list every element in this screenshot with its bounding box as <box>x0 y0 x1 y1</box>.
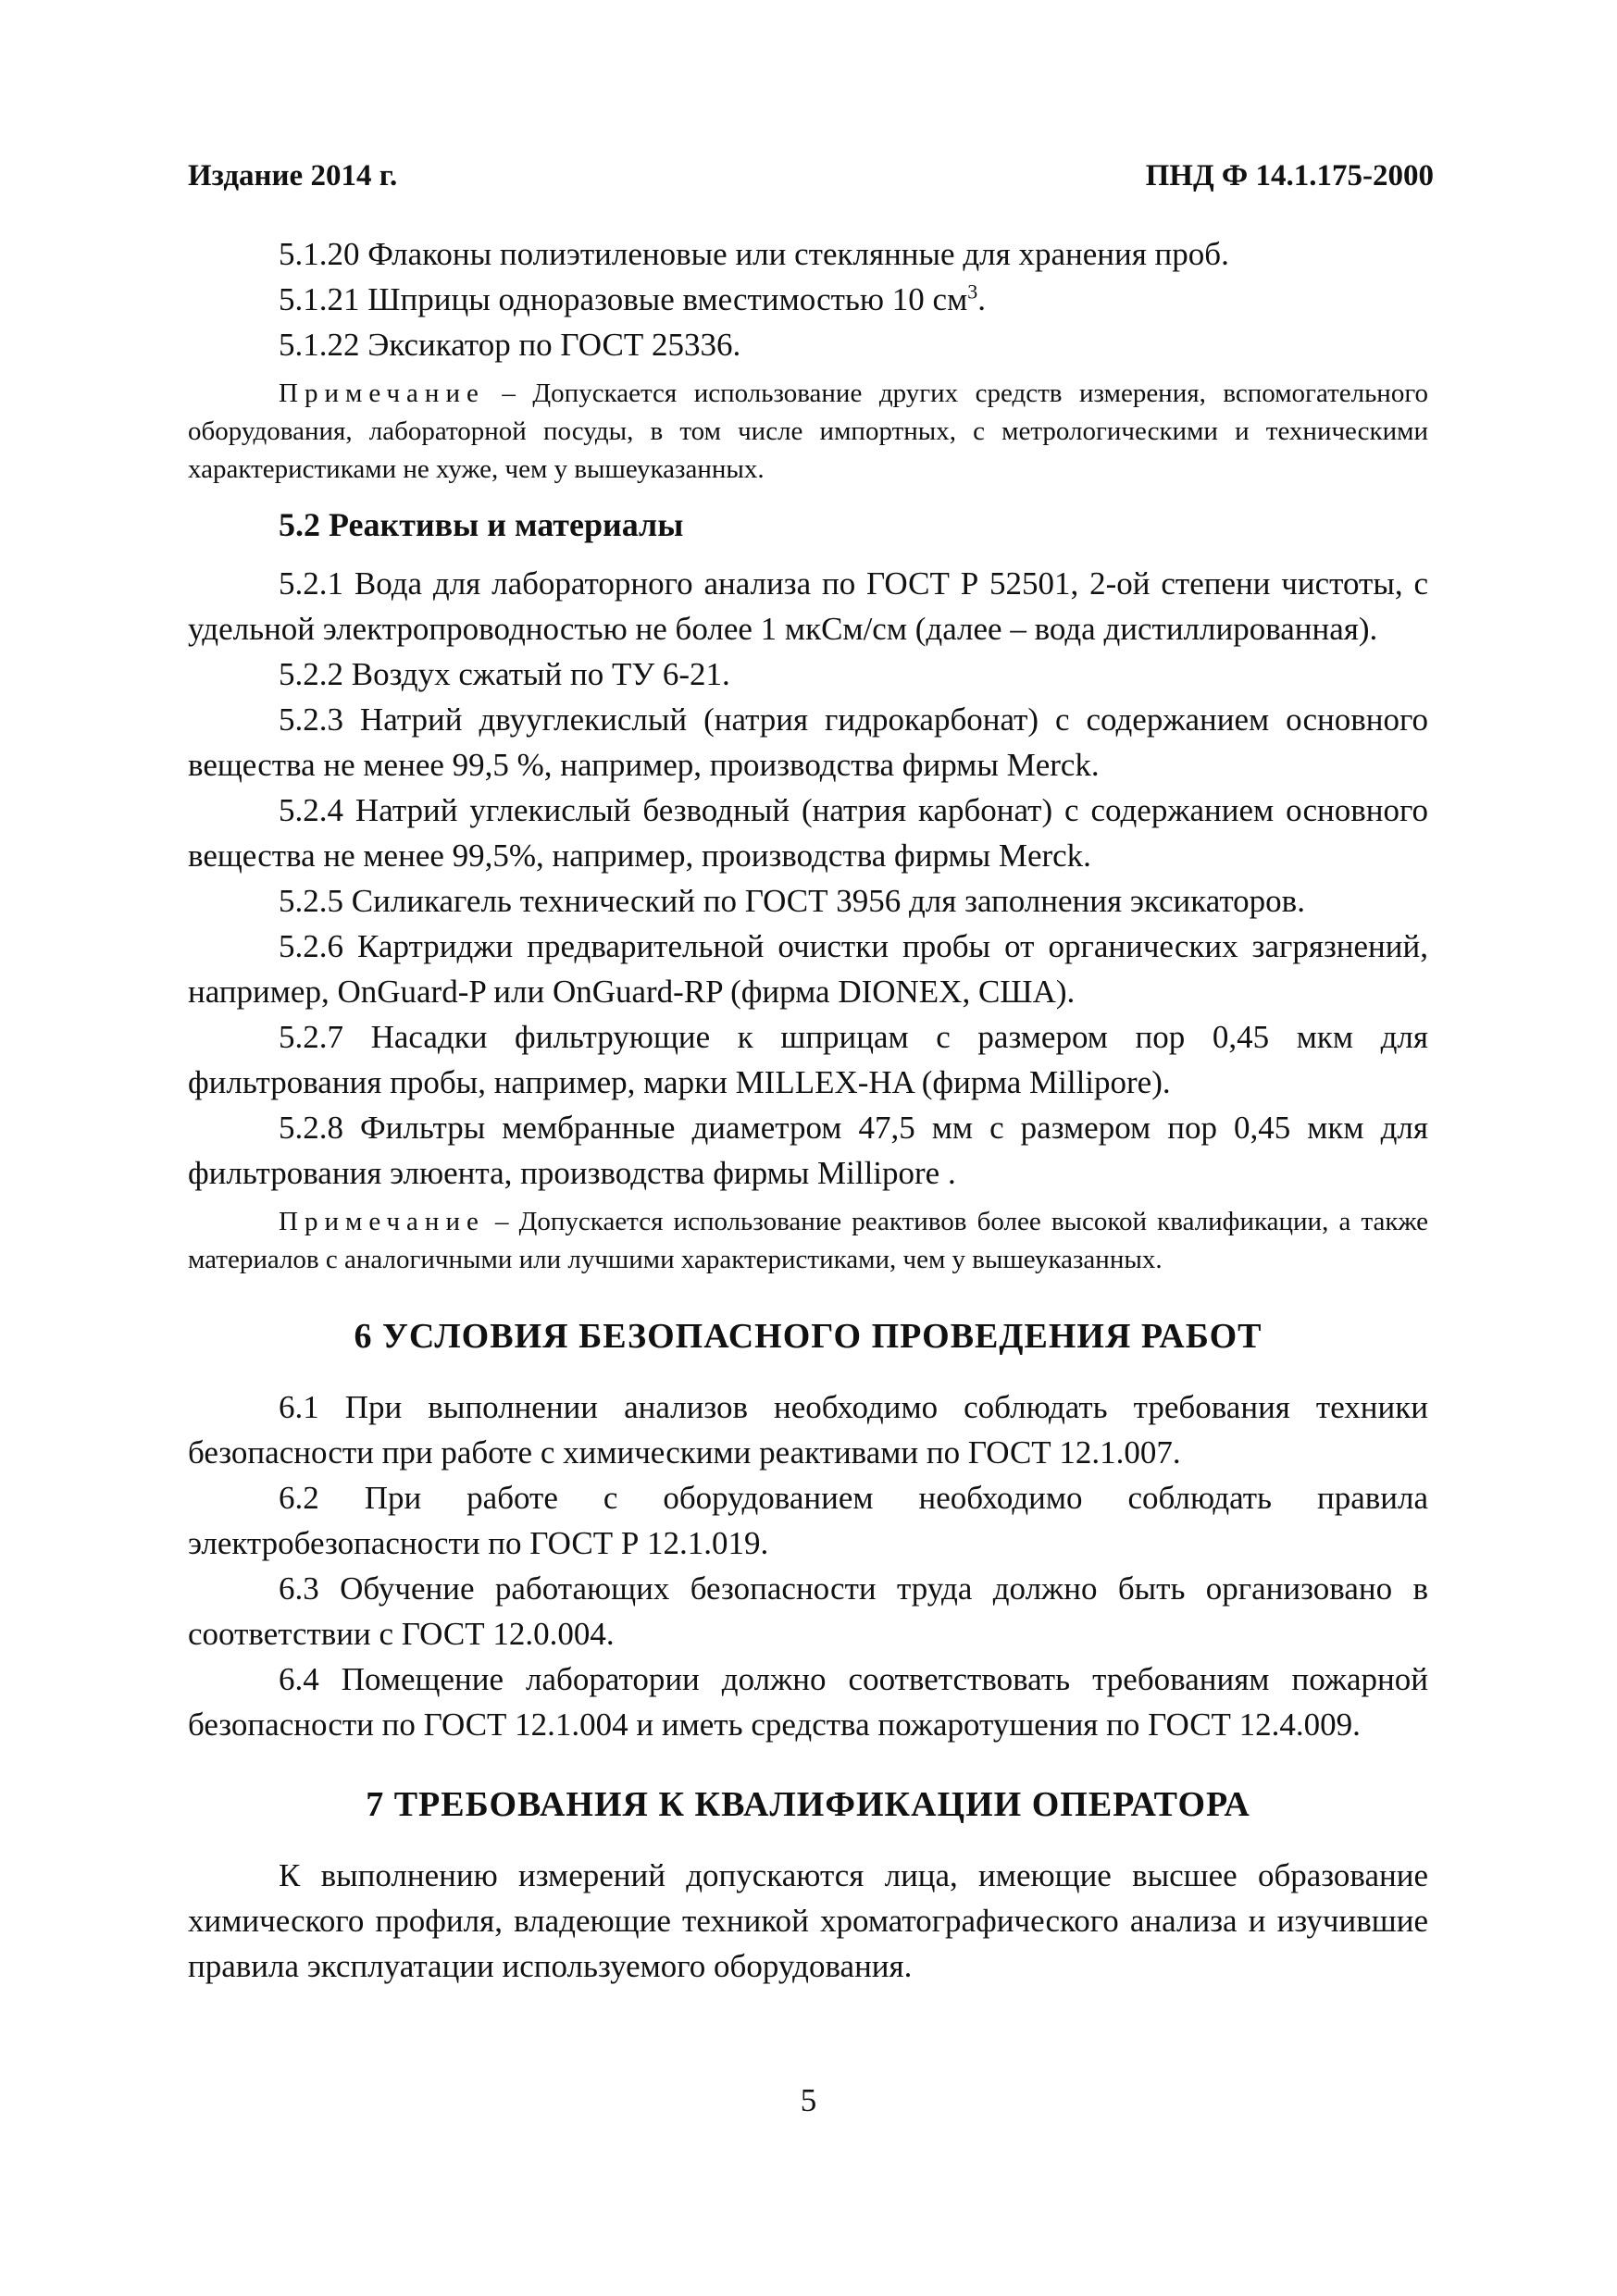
page-body <box>188 231 1428 1989</box>
document-code: ПНД Ф 14.1.175-2000 <box>1145 159 1434 192</box>
item-5-1-20: 5.1.20 Флаконы полиэтиленовые или стеклянные для хранения проб. <box>279 236 1229 272</box>
item-5-1-21-period: . <box>977 281 986 317</box>
item-5-2-3: 5.2.3 Натрий двууглекислый (натрия гидрокарбонат) с содержанием основного вещества не менее 99,5 %, например, производства фирмы Merck. <box>188 701 1428 783</box>
item-5-1-21 <box>188 277 1428 322</box>
item-6-3: 6.3 Обучение работающих безопасности труда должно быть организовано в соответствии с ГОСТ 12.0.004. <box>188 1570 1428 1652</box>
page-number: 5 <box>800 2082 817 2118</box>
item-5-2-6: 5.2.6 Картриджи предварительной очистки пробы от органических загрязнений, например, OnGuard-P или OnGuard-RP (фирма DIONEX, США). <box>188 928 1428 1010</box>
item-5-1-22: 5.1.22 Эксикатор по ГОСТ 25336. <box>279 327 741 363</box>
item-6-2: 6.2 При работе с оборудованием необходимо соблюдать правила электробезопасности по ГОСТ Р 12.1.019. <box>188 1480 1428 1561</box>
item-5-2-2: 5.2.2 Воздух сжатый по ТУ 6-21. <box>279 656 730 692</box>
note-2-label: Примечание <box>279 1207 485 1236</box>
heading-5-2: 5.2 Реактивы и материалы <box>279 506 684 543</box>
superscript-3: 3 <box>967 279 978 304</box>
item-5-2-1: 5.2.1 Вода для лабораторного анализа по ГОСТ Р 52501, 2-ой степени чистоты, с удельной электропроводностью не более 1 мкСм/см (далее – вода дистиллированная). <box>188 565 1428 647</box>
edition-label: Издание 2014 г. <box>188 159 398 192</box>
note-1 <box>188 375 1428 489</box>
heading-section-6: 6 УСЛОВИЯ БЕЗОПАСНОГО ПРОВЕДЕНИЯ РАБОТ <box>354 1317 1263 1356</box>
heading-section-7: 7 ТРЕБОВАНИЯ К КВАЛИФИКАЦИИ ОПЕРАТОРА <box>366 1785 1250 1824</box>
item-6-4: 6.4 Помещение лаборатории должно соответствовать требованиям пожарной безопасности по ГОСТ 12.1.004 и иметь средства пожаротушения по ГОСТ 12.4.009. <box>188 1661 1428 1743</box>
note-1-label: Примечание <box>279 379 485 408</box>
item-5-2-8: 5.2.8 Фильтры мембранные диаметром 47,5 мм с размером пор 0,45 мкм для фильтрования элюента, производства фирмы Millipore . <box>188 1110 1428 1191</box>
item-5-2-5: 5.2.5 Силикагель технический по ГОСТ 3956 для заполнения эксикаторов. <box>279 883 1305 919</box>
note-2-text: – Допускается использование реактивов более высокой квалификации, а также материалов с аналогичными или лучшими характеристиками, чем у вышеуказанных. <box>188 1207 1428 1274</box>
page-header <box>188 159 1434 204</box>
item-5-2-7: 5.2.7 Насадки фильтрующие к шприцам с размером пор 0,45 мкм для фильтрования пробы, например, марки MILLEX-HA (фирма Millipore). <box>188 1019 1428 1100</box>
item-5-1-21-text: 5.1.21 Шприцы одноразовые вместимостью 10 см <box>279 281 968 317</box>
item-6-1: 6.1 При выполнении анализов необходимо соблюдать требования техники безопасности при работе с химическими реактивами по ГОСТ 12.1.007. <box>188 1389 1428 1471</box>
section-7-text: К выполнению измерений допускаются лица, имеющие высшее образование химического профиля, владеющие техникой хроматографического анализа и изучившие правила эксплуатации используемого оборудования. <box>188 1857 1428 1984</box>
note-2 <box>188 1203 1428 1279</box>
note-1-text: – Допускается использование других средств измерения, вспомогательного оборудования, лабораторной посуды, в том числе импортных, с метрологическими и техническими характеристиками не хуже, чем у вышеуказанных. <box>188 379 1428 484</box>
item-5-2-4: 5.2.4 Натрий углекислый безводный (натрия карбонат) с содержанием основного вещества не менее 99,5%, например, производства фирмы Merck. <box>188 792 1428 874</box>
